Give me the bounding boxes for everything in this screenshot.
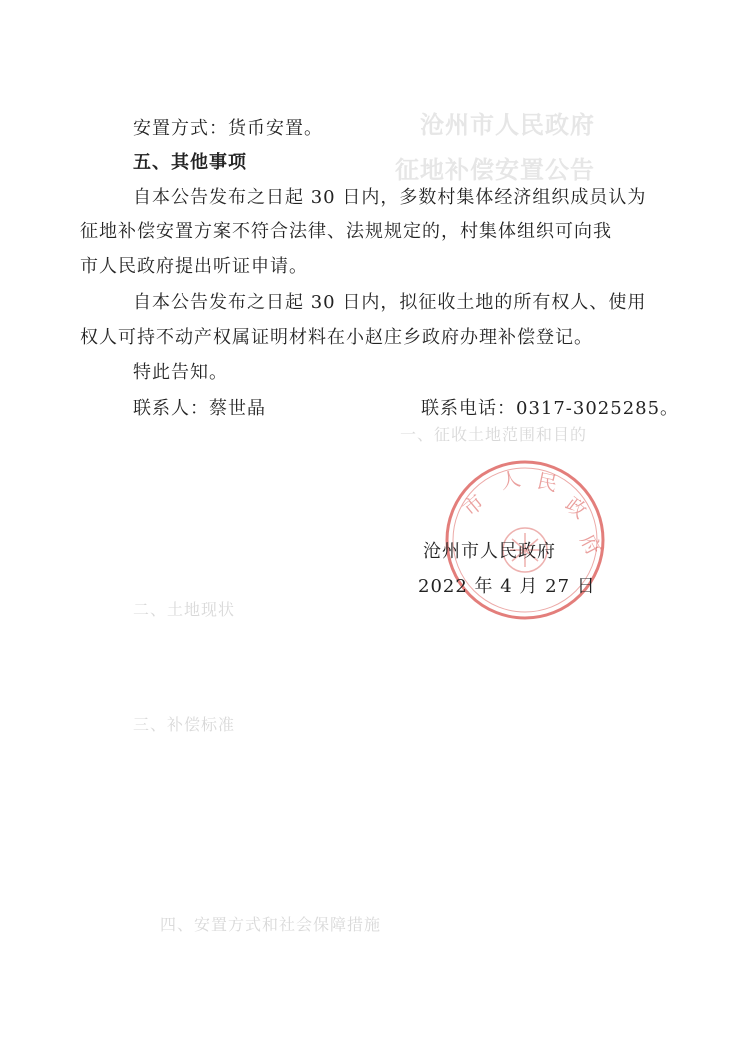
paragraph-registration-line-1: 自本公告发布之日起 30 日内，拟征收土地的所有权人、使用 xyxy=(133,292,647,313)
bleed-section-4: 四、安置方式和社会保障措施 xyxy=(160,915,382,934)
svg-text:民: 民 xyxy=(534,468,560,497)
bleed-section-1: 一、征收土地范围和目的 xyxy=(400,425,588,444)
svg-text:政: 政 xyxy=(560,492,592,524)
svg-text:府: 府 xyxy=(575,530,607,560)
signing-date: 2022 年 4 月 27 日 xyxy=(418,576,596,597)
contact-line xyxy=(133,398,693,420)
paragraph-hearing-line-3: 市人民政府提出听证申请。 xyxy=(80,256,308,277)
official-seal-icon xyxy=(440,455,610,625)
bleed-section-2: 二、土地现状 xyxy=(133,600,236,619)
closing-remark: 特此告知。 xyxy=(133,362,228,383)
paragraph-hearing-line-2: 征地补偿安置方案不符合法律、法规规定的，村集体组织可向我 xyxy=(80,221,612,242)
bleed-section-3: 三、补偿标准 xyxy=(133,715,236,734)
svg-text:人: 人 xyxy=(498,466,523,494)
svg-text:市: 市 xyxy=(457,489,489,521)
bleed-title-1: 沧州市人民政府 xyxy=(420,110,595,139)
section-heading-other: 五、其他事项 xyxy=(133,152,247,173)
paragraph-registration-line-2: 权人可持不动产权属证明材料在小赵庄乡政府办理补偿登记。 xyxy=(80,327,593,348)
paragraph-hearing-line-1: 自本公告发布之日起 30 日内，多数村集体经济组织成员认为 xyxy=(133,187,647,208)
signing-organization: 沧州市人民政府 xyxy=(423,541,556,562)
bleed-title-2: 征地补偿安置公告 xyxy=(395,155,595,184)
contact-person: 联系人：蔡世晶 xyxy=(133,398,266,419)
contact-phone: 联系电话：0317-3025285。 xyxy=(421,398,680,419)
resettlement-method: 安置方式：货币安置。 xyxy=(133,118,323,139)
